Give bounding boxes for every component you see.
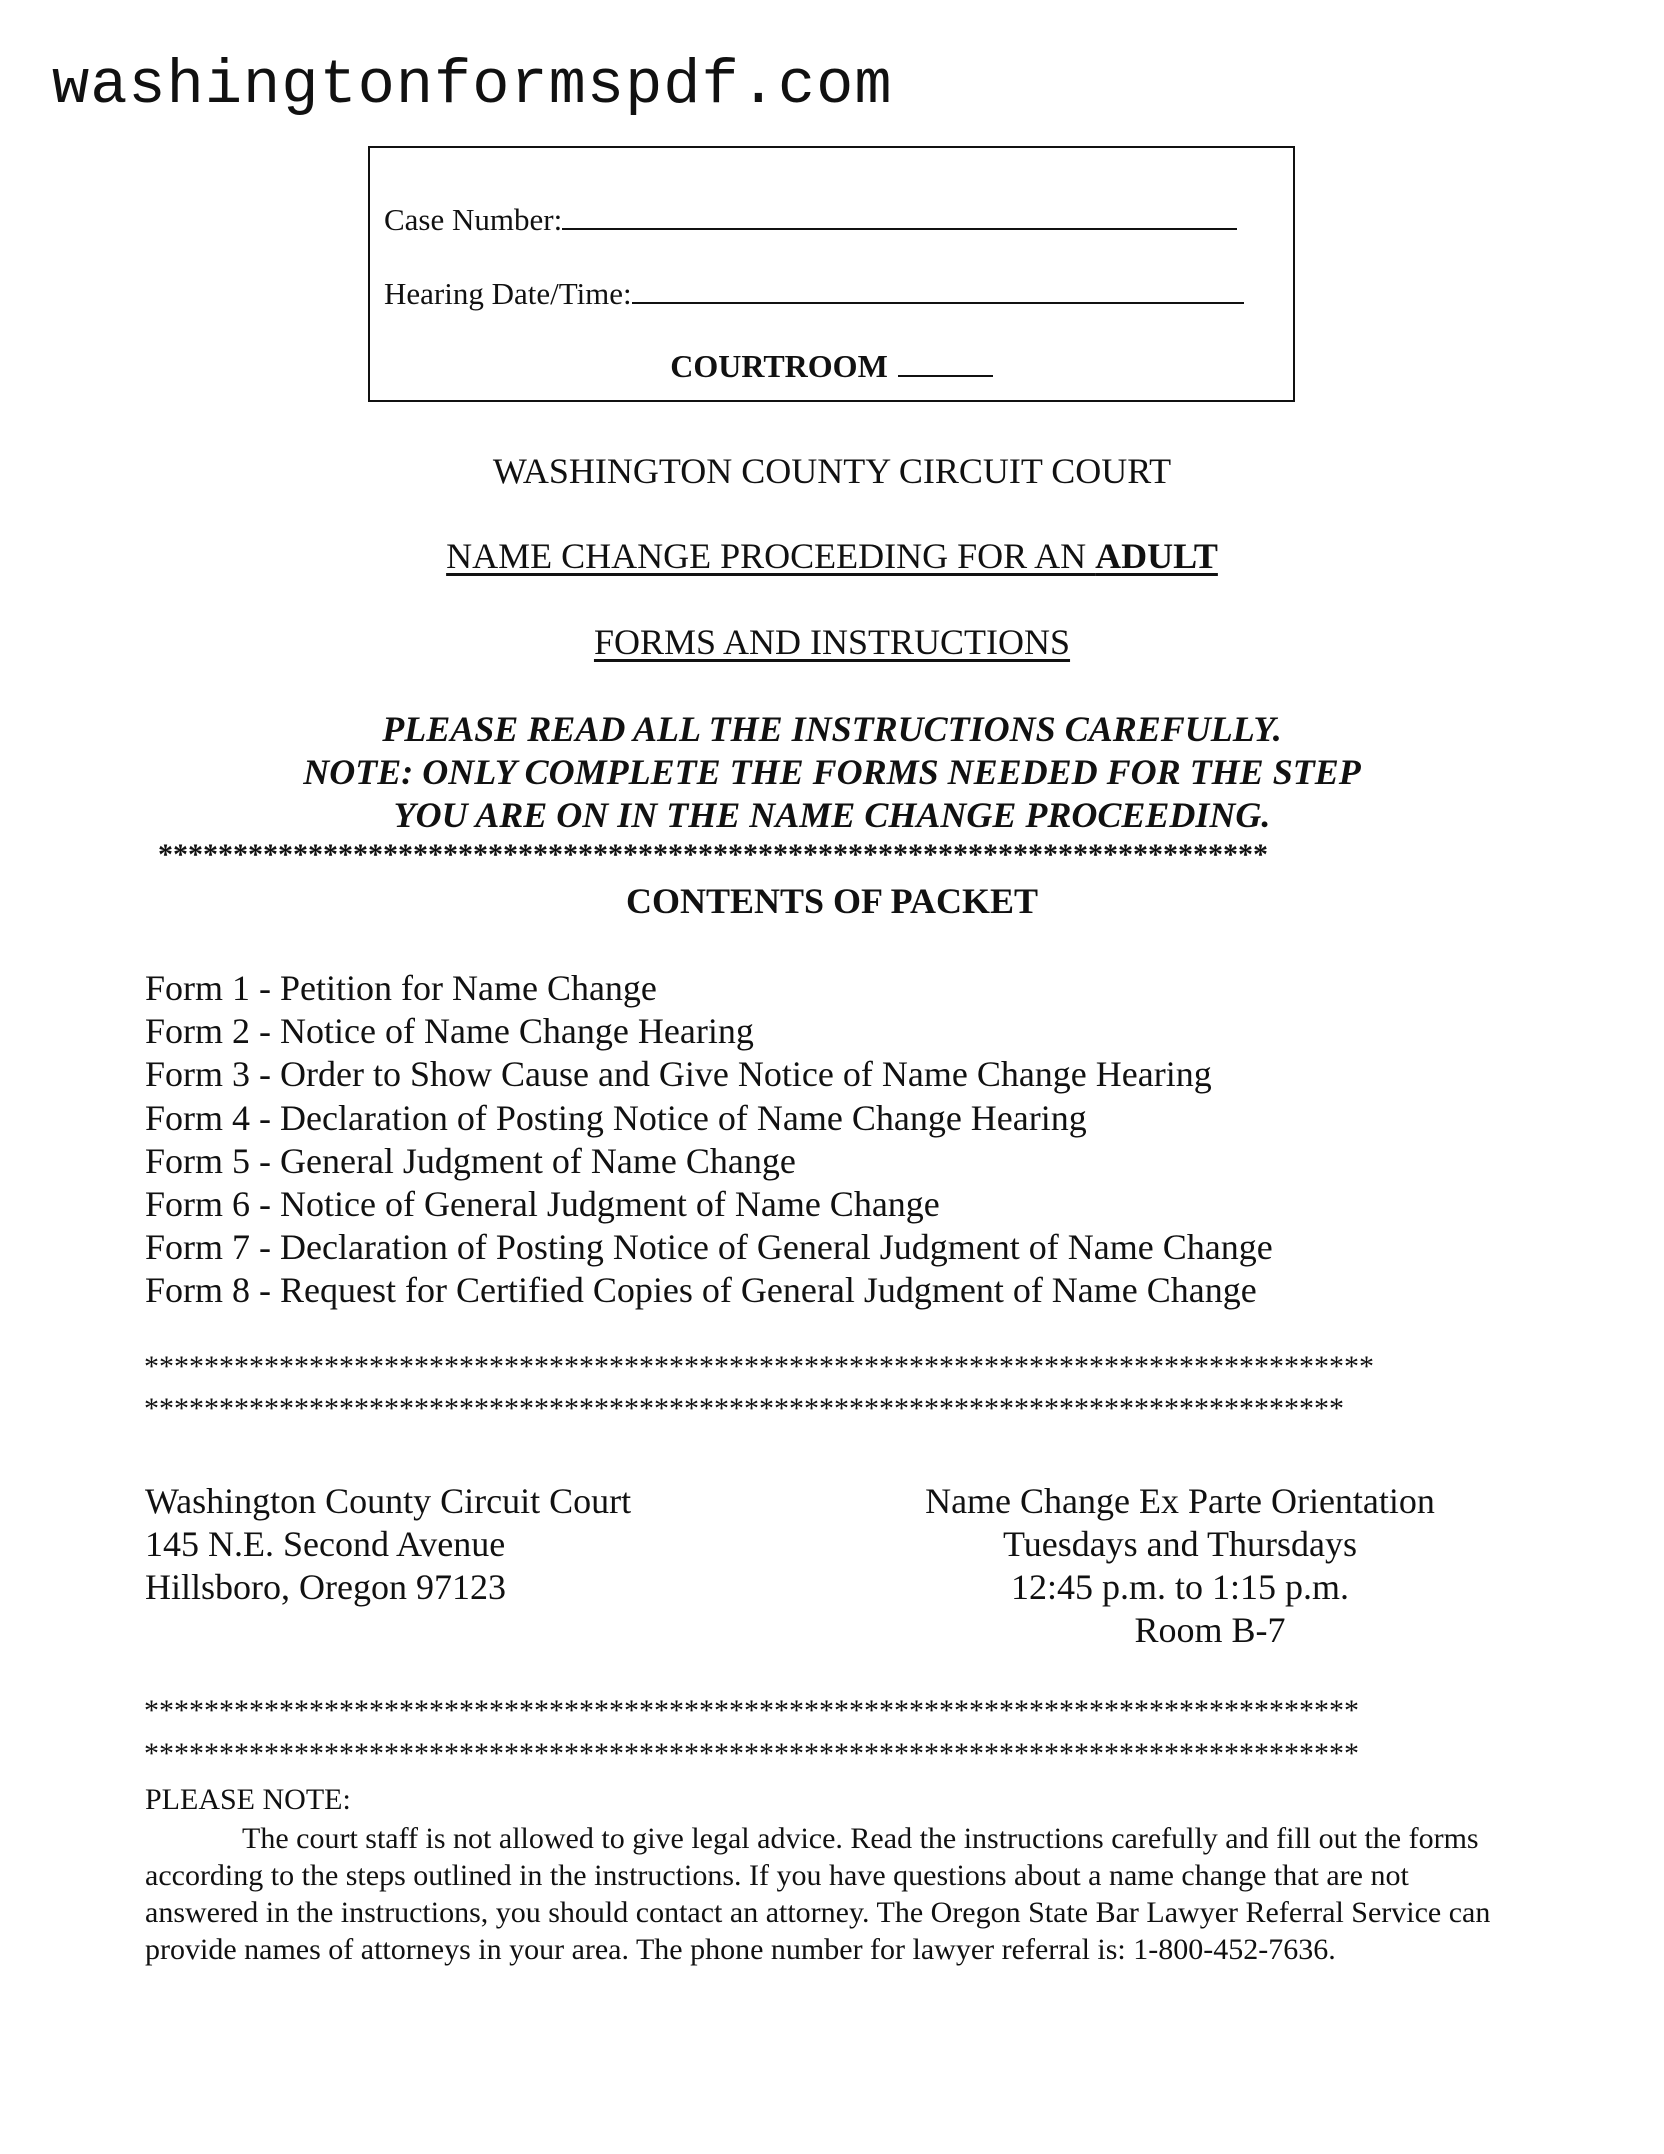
case-number-row — [384, 200, 1237, 238]
list-item: Form 1 - Petition for Name Change — [145, 968, 657, 1008]
orientation-line: Name Change Ex Parte Orientation — [925, 1481, 1435, 1521]
watermark-text: washingtonformspdf.com — [52, 50, 893, 121]
case-info-box — [368, 146, 1295, 402]
address-line: Washington County Circuit Court — [145, 1481, 632, 1521]
separator-stars: ********************************************************************************* — [144, 1737, 1359, 1770]
orientation-line: 12:45 p.m. to 1:15 p.m. — [1010, 1567, 1349, 1607]
courtroom-row — [370, 348, 1293, 385]
orientation-info — [900, 1480, 1460, 1652]
proceeding-title — [0, 535, 1664, 577]
notice-line-1: PLEASE READ ALL THE INSTRUCTIONS CAREFULLY. — [382, 709, 1282, 749]
list-item: Form 4 - Declaration of Posting Notice of Name Change Hearing — [145, 1097, 1087, 1138]
court-address — [145, 1480, 631, 1609]
hearing-date-row — [384, 274, 1244, 312]
separator-stars: ********************************************************************************** — [144, 1350, 1374, 1383]
list-item: Form 5 - General Judgment of Name Change — [145, 1140, 796, 1181]
proceeding-title-text: NAME CHANGE PROCEEDING FOR AN — [446, 536, 1096, 576]
notice-line-2: NOTE: ONLY COMPLETE THE FORMS NEEDED FOR THE STEP — [303, 752, 1361, 792]
orientation-line: Tuesdays and Thursdays — [1002, 1524, 1357, 1564]
forms-list — [145, 967, 1273, 1313]
courtroom-label: COURTROOM — [670, 348, 888, 384]
please-note-title: PLEASE NOTE: — [145, 1783, 351, 1816]
list-item: Form 3 - Order to Show Cause and Give Notice of Name Change Hearing — [145, 1054, 1212, 1095]
proceeding-title-adult: ADULT — [1095, 536, 1218, 576]
please-note-body: The court staff is not allowed to give legal advice. Read the instructions carefully and fill out the forms according to the steps outlined in the instructions. If you have questions about a name change that are not answered in the instructions, you should contact an attorney. The Oregon State Bar Lawyer Referral Service can provide names of attorneys in your area. The phone number for lawyer referral is: 1-800-452-7636. — [145, 1822, 1491, 1966]
contents-title: CONTENTS OF PACKET — [625, 881, 1039, 921]
courtroom-blank — [898, 349, 993, 377]
separator-stars: ******************************************************************************** — [144, 1392, 1344, 1425]
notice-line-3: YOU ARE ON IN THE NAME CHANGE PROCEEDING. — [393, 795, 1271, 835]
separator-stars: ********************************************************************************* — [144, 1694, 1359, 1727]
forms-instructions-title: FORMS AND INSTRUCTIONS — [593, 622, 1071, 662]
list-item: Form 8 - Request for Certified Copies of General Judgment of Name Change — [145, 1270, 1257, 1311]
address-line: Hillsboro, Oregon 97123 — [145, 1567, 506, 1607]
hearing-date-label: Hearing Date/Time: — [384, 276, 632, 311]
case-number-label: Case Number: — [384, 202, 563, 237]
list-item: Form 2 - Notice of Name Change Hearing — [145, 1011, 754, 1052]
address-line: 145 N.E. Second Avenue — [145, 1524, 506, 1564]
case-number-blank — [562, 200, 1237, 230]
hearing-date-blank — [632, 274, 1244, 304]
list-item: Form 6 - Notice of General Judgment of Name Change — [145, 1184, 940, 1225]
orientation-line: Room B-7 — [1134, 1610, 1286, 1650]
court-title: WASHINGTON COUNTY CIRCUIT COURT — [492, 451, 1172, 491]
list-item: Form 7 - Declaration of Posting Notice of General Judgment of Name Change — [145, 1227, 1273, 1268]
separator-stars: ************************************************************************** — [158, 838, 1268, 871]
